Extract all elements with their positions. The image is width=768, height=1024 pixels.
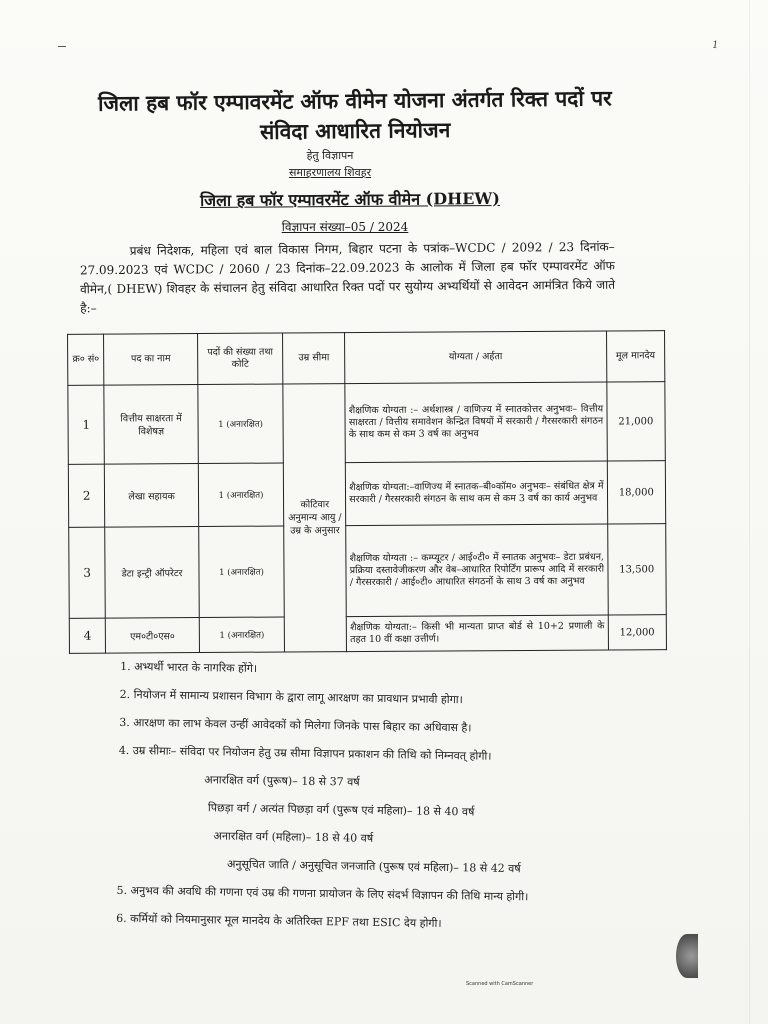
row-qualification: शैक्षणिक योग्यता:– किसी भी मान्यता प्राप्त बोर्ड से 10+2 प्रणाली के तहत 10 वीं कक्षा उत्तीर्ण। <box>347 615 609 652</box>
row-post-name: लेखा सहायक <box>105 464 199 528</box>
table-row <box>68 382 665 465</box>
row-post-count: 1 (अनारक्षित) <box>199 526 285 618</box>
organization-heading: जिला हब फॉर एम्पावरमेंट ऑफ वीमेन (DHEW) <box>200 188 500 211</box>
row-post-name: वित्तीय साक्षरता में विशेषज्ञ <box>104 385 198 465</box>
term-experience-calculation: 5. अनुभव की अवधि की गणना एवं उम्र की गणना प्रायोजन के लिए संदर्भ विज्ञापन की तिथि मान्य होगी। <box>116 883 529 904</box>
terms-list <box>116 660 650 948</box>
row-post-count: 1 (अनारक्षित) <box>199 617 285 653</box>
term-domicile: 3. आरक्षण का लाभ केवल उन्हीं आवेदकों को मिलेगा जिनके पास बिहार का अधिवास है। <box>119 715 472 735</box>
table-row <box>69 615 666 654</box>
margin-tick-mark <box>58 46 66 47</box>
age-limit-backward-class: पिछड़ा वर्ग / अत्यंत पिछड़ा वर्ग (पुरूष एवं महिला)– 18 से 40 वर्ष <box>207 801 475 819</box>
corner-page-mark: 1 <box>710 39 719 52</box>
row-base-pay: 12,000 <box>608 615 667 650</box>
advertisement-number: विज्ञापन संख्या–05 / 2024 <box>281 220 409 234</box>
header-qualification: योग्यता / अर्हता <box>345 331 607 384</box>
row-qualification: शैक्षणिक योग्यता:–वाणिज्य में स्नातक–बी०कॉम० अनुभवः– संबंधित क्षेत्र में सरकारी / गैरसरकारी संगठन के साथ कम से कम 3 वर्ष का कार्य अनुभव <box>346 461 608 526</box>
age-limit-general-male: अनारक्षित वर्ग (पुरूष)– 18 से 37 वर्ष <box>204 773 360 789</box>
scanner-watermark: Scanned with CamScanner <box>466 981 534 987</box>
row-post-count: 1 (अनारक्षित) <box>198 463 284 527</box>
header-age-limit: उम्र सीमा <box>283 333 345 384</box>
term-epf-esic: 6. कर्मियों को नियमानुसार मूल मानदेय के अतिरिक्त EPF तथा ESIC देय होगी। <box>116 911 442 930</box>
intro-paragraph: प्रबंध निदेशक, महिला एवं बाल विकास निगम, बिहार पटना के पत्रांक–WCDC / 2092 / 23 दिनांक–27.09.2023 एवं WCDC / 2060 / 23 दिनांक–22.09.2023 के आलोक में जिला हब फॉर एम्पावरमेंट ऑफ वीमेन,( DHEW) शिवहर के संचालन हेतु संविदा आधारित रिक्त पदों पर सुयोग्य अभ्यर्थियों से आवेदन आमंत्रित किये जाते है:– <box>79 239 616 316</box>
row-serial: 2 <box>68 464 105 527</box>
row-serial: 1 <box>68 385 105 464</box>
header-post-name: पद का नाम <box>104 334 198 386</box>
table-row <box>69 524 667 619</box>
header-post-count: पदों की संख्या तथा कोटि <box>197 333 283 385</box>
row-serial: 3 <box>69 527 106 618</box>
table-row <box>68 461 665 528</box>
term-age-limit: 4. उम्र सीमाः– संविदा पर नियोजन हेतु उम्र सीमा विज्ञापन प्रकाशन की तिथि को निम्नवत् होगी। <box>118 743 492 763</box>
row-base-pay: 18,000 <box>607 461 666 524</box>
row-post-name: एम०टी०एस० <box>106 618 200 654</box>
notice-subtitle: हेतु विज्ञापन <box>306 149 354 162</box>
age-limit-cell: कोटिवार अनुमान्य आयु / उम्र के अनुसार <box>283 384 347 652</box>
row-qualification: शैक्षणिक योग्यता :– कम्प्यूटर / आई०टी० में स्नातक अनुभवः– डेटा प्रबंधन, प्रक्रिया दस्तावेजीकरण और वेब–आधारित रिपोर्टिंग प्रारूप आदि में सरकारी / गैरसरकारी / आई०टी० आधारित संगठनों के साथ 3 वर्ष का अनुभव <box>346 524 608 617</box>
age-limit-sc-st: अनुसूचित जाति / अनुसूचित जनजाति (पुरूष एवं महिला)– 18 से 42 वर्ष <box>226 857 521 876</box>
row-base-pay: 21,000 <box>606 382 665 461</box>
term-reservation: 2. नियोजन में सामान्य प्रशासन विभाग के द्वारा लागू आरक्षण का प्रावधान प्रभावी होगा। <box>119 687 463 707</box>
header-serial: क्र० सं० <box>68 334 105 385</box>
row-serial: 4 <box>69 618 106 653</box>
page-fold-line <box>749 0 750 1024</box>
row-post-name: डेटा इन्ट्री ऑपरेटर <box>105 527 199 619</box>
row-post-count: 1 (अनारक्षित) <box>198 384 284 464</box>
binder-clip <box>676 934 698 978</box>
age-limit-general-female: अनारक्षित वर्ग (महिला)– 18 से 40 वर्ष <box>213 829 374 845</box>
row-base-pay: 13,500 <box>607 524 666 615</box>
header-base-pay: मूल मानदेय <box>606 331 665 382</box>
notice-title: जिला हब फॉर एम्पावरमेंट ऑफ वीमेन योजना अंतर्गत रिक्त पदों पर संविदा आधारित नियोजन <box>97 85 612 144</box>
row-qualification: शैक्षणिक योग्यता :– अर्थशास्त्र / वाणिज्य में स्नातकोत्तर अनुभवः– वित्तीय साक्षरता / वित्तीय समावेशन केन्द्रित विषयों में सरकारी / गैरसरकारी संगठन के साथ कम से कम 3 वर्ष का अनुभव <box>345 382 607 463</box>
issuing-office: समाहरणालय शिवहर <box>288 166 372 179</box>
term-citizenship: 1. अभ्यर्थी भारत के नागरिक होंगे। <box>120 659 258 676</box>
table-header-row <box>68 331 665 386</box>
vacancy-table <box>67 330 667 654</box>
